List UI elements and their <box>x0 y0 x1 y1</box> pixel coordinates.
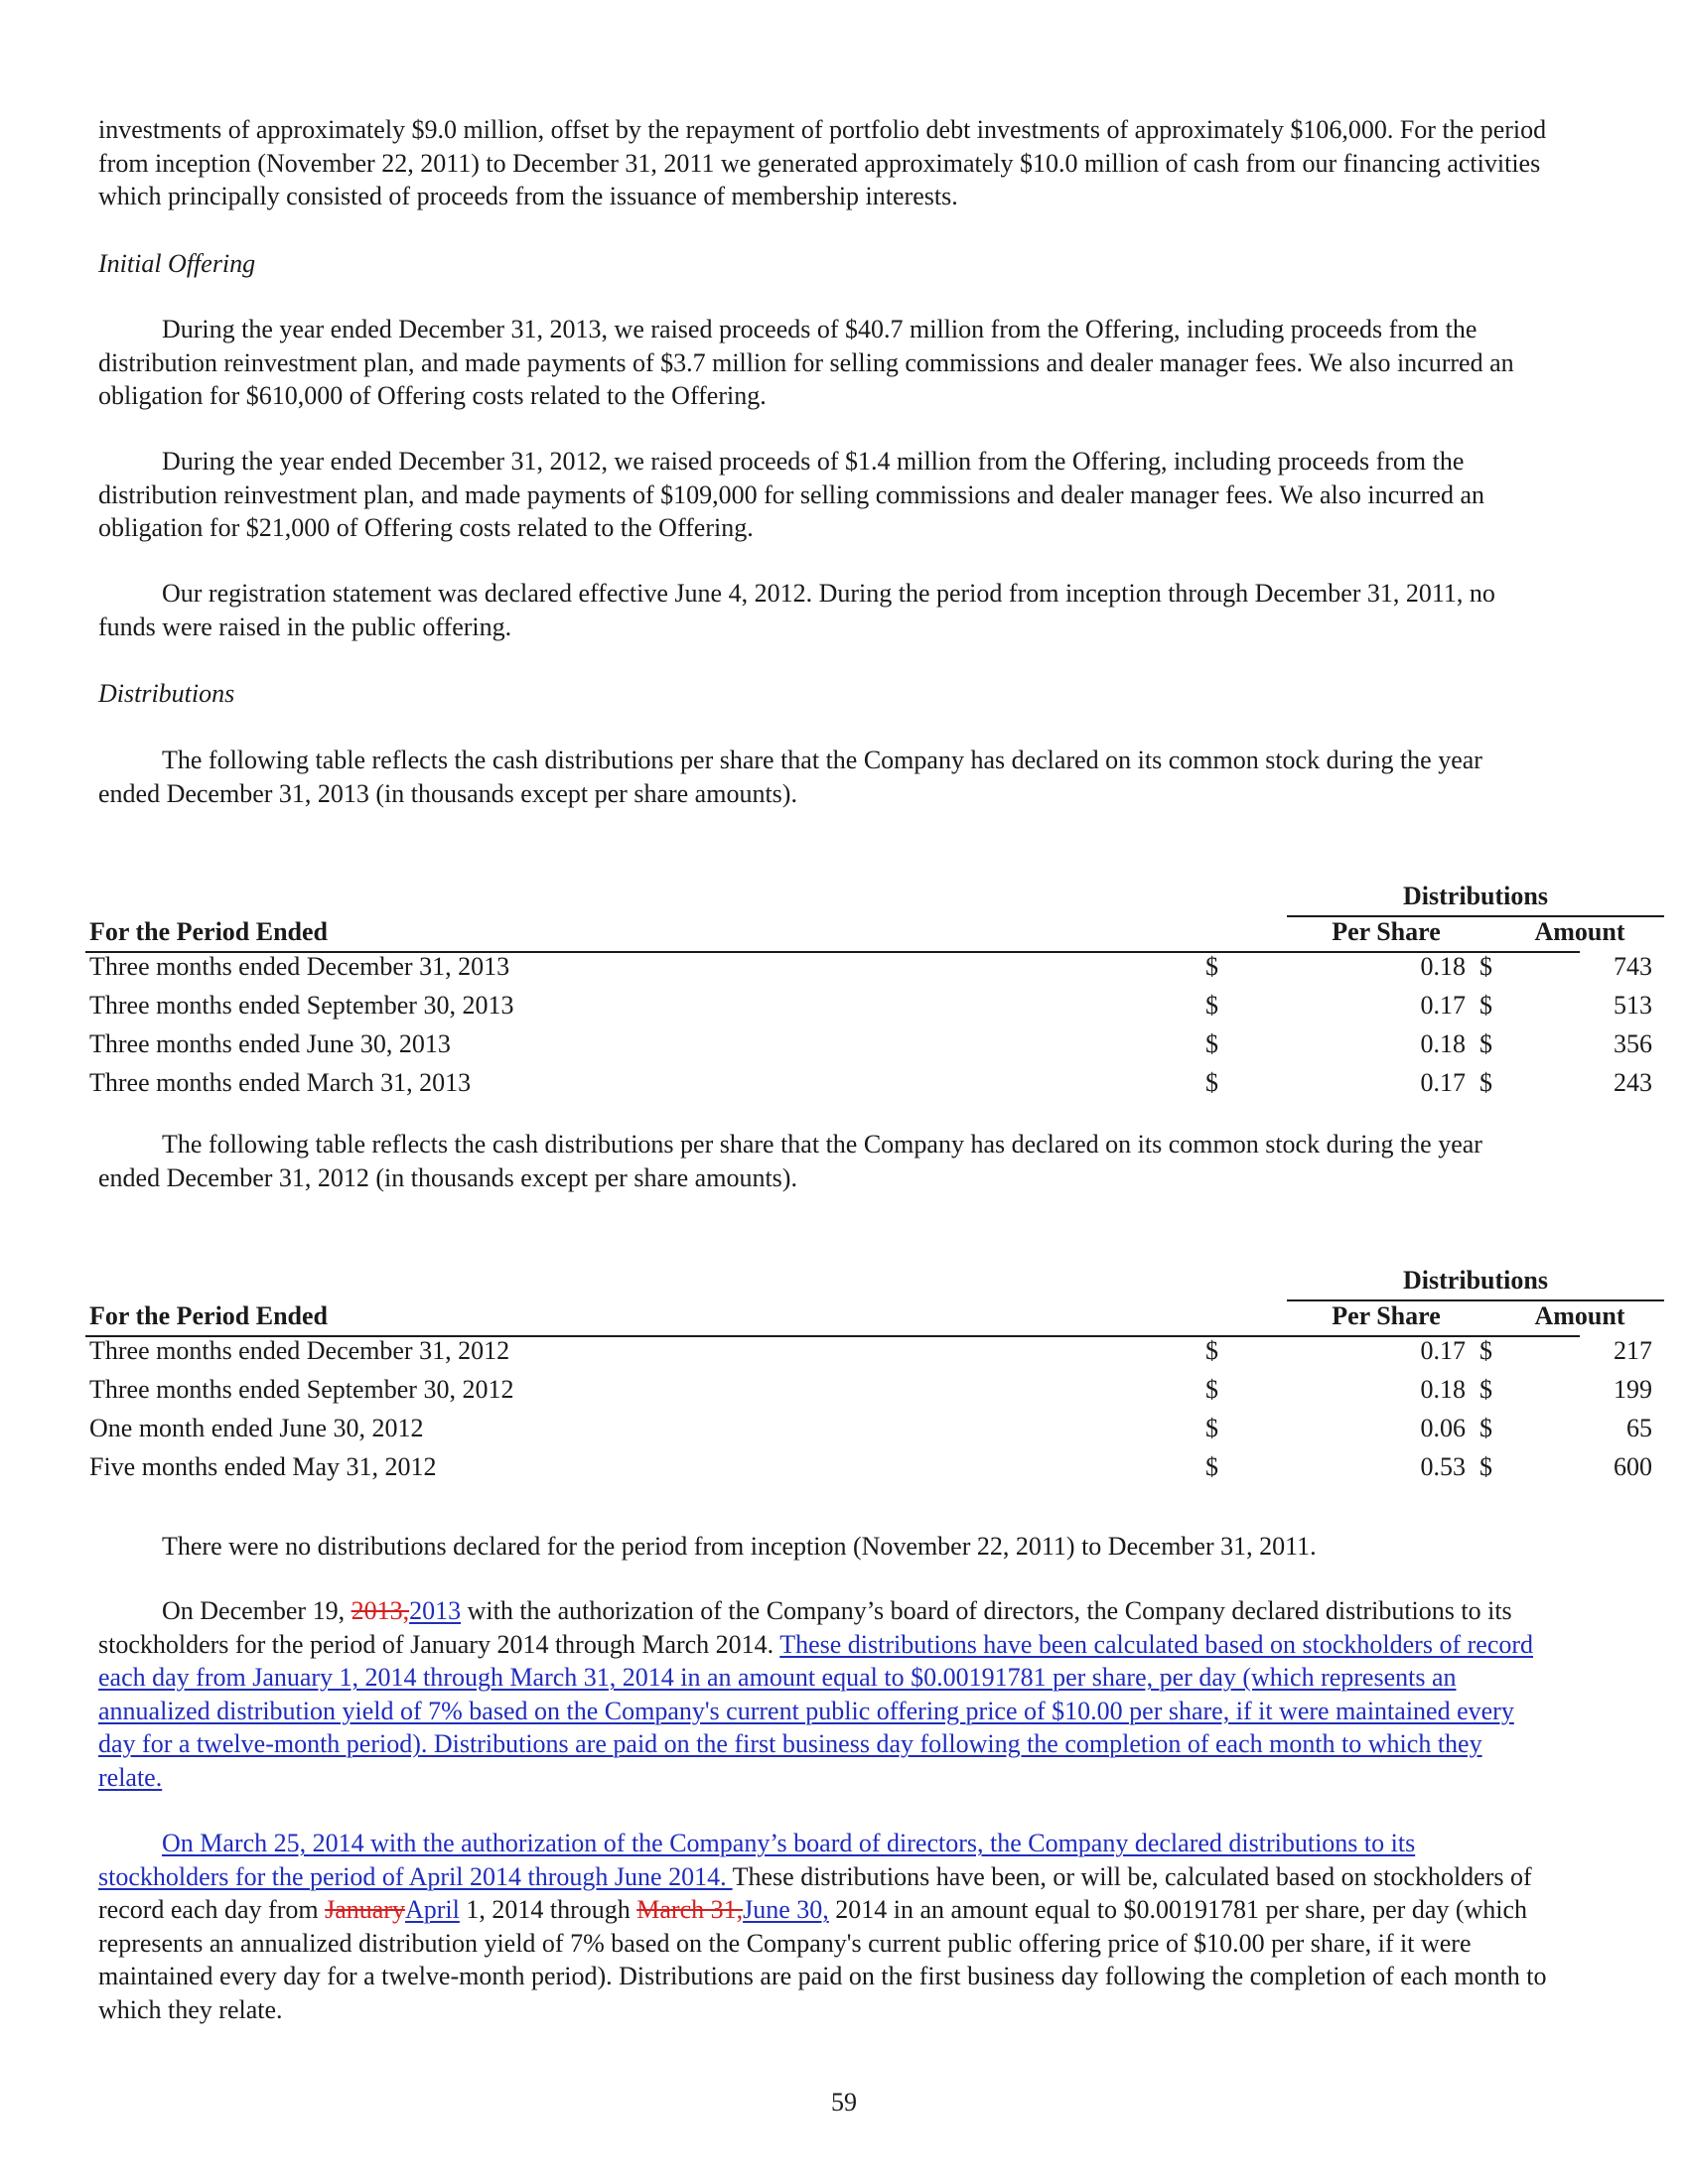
deleted-text: January <box>325 1895 405 1924</box>
distributions-table-2013 <box>85 882 1652 1110</box>
cell-per-share: 0.06 <box>1420 1414 1466 1442</box>
cell-period: Three months ended June 30, 2013 <box>89 1029 451 1058</box>
currency-symbol: $ <box>1205 1414 1218 1442</box>
deleted-text: 2013, <box>351 1596 410 1625</box>
currency-symbol: $ <box>1205 1336 1218 1365</box>
cell-per-share: 0.17 <box>1420 1068 1466 1097</box>
inserted-text: On March 25, 2014 with the authorization of the Company’s board of directors, the Company declared distributions to its stockholders for the period of April 2014 through June 2014. <box>98 1829 1416 1891</box>
heading-initial-offering: Initial Offering <box>98 249 256 278</box>
paragraph-table-2013-intro: The following table reflects the cash distributions per share that the Company has declared on its common stock during the year ended December 31, 2013 (in thousands except per share amounts). <box>98 746 1482 808</box>
table-row <box>85 950 1652 989</box>
cell-per-share: 0.17 <box>1420 1336 1466 1365</box>
cell-period: Three months ended March 31, 2013 <box>89 1068 472 1097</box>
cell-per-share: 0.18 <box>1420 1375 1466 1404</box>
cell-amount: 217 <box>1614 1336 1652 1365</box>
cell-amount: 743 <box>1614 952 1652 981</box>
table-row <box>85 1373 1652 1412</box>
text-run: 1, 2014 through <box>459 1895 637 1924</box>
paragraph-december-19-declaration <box>98 1594 1548 1794</box>
currency-symbol: $ <box>1205 1029 1218 1058</box>
cell-amount: 600 <box>1614 1452 1652 1481</box>
inserted-text: April <box>404 1895 460 1924</box>
cell-per-share: 0.18 <box>1420 952 1466 981</box>
currency-symbol: $ <box>1205 1375 1218 1404</box>
cell-amount: 356 <box>1614 1029 1652 1058</box>
column-header-per-share: Per Share <box>1332 1301 1441 1330</box>
cell-period: Five months ended May 31, 2012 <box>89 1452 437 1481</box>
paragraph-registration: Our registration statement was declared effective June 4, 2012. During the period from inception through December 31, 2011, no funds were raised in the public offering. <box>98 579 1495 641</box>
cell-per-share: 0.18 <box>1420 1029 1466 1058</box>
inserted-text: These distributions have been calculated based on stockholders of record each day from January 1, 2014 through March 31, 2014 in an amount equal to $0.00191781 per share, per day (which represents an annualized distribution yield of 7% based on the Company's current public offering price of $10.00 per share, if it were maintained every day for a twelve-month period). Distributions are paid on the first business day following the completion of each month to which they relate. <box>98 1629 1534 1792</box>
column-header-period: For the Period Ended <box>89 1301 329 1330</box>
cell-amount: 199 <box>1614 1375 1652 1404</box>
column-header-amount: Amount <box>1534 917 1625 946</box>
column-header-per-share: Per Share <box>1332 917 1441 946</box>
text-run: These distributions have been, or will be, calculated based on stockholders of record each day from <box>98 1861 1532 1924</box>
currency-symbol: $ <box>1205 952 1218 981</box>
currency-symbol: $ <box>1479 1068 1492 1097</box>
cell-per-share: 0.17 <box>1420 991 1466 1020</box>
currency-symbol: $ <box>1205 991 1218 1020</box>
paragraph-march-25-declaration <box>98 1827 1548 2026</box>
cell-period: Three months ended December 31, 2013 <box>89 952 510 981</box>
table-row <box>85 1412 1652 1450</box>
cell-amount: 513 <box>1614 991 1652 1020</box>
table-group-header: Distributions <box>1403 882 1548 910</box>
cell-period: One month ended June 30, 2012 <box>89 1414 424 1442</box>
currency-symbol: $ <box>1205 1068 1218 1097</box>
page-number: 59 <box>831 2088 857 2116</box>
cell-amount: 65 <box>1626 1414 1652 1442</box>
table-row <box>85 1450 1652 1489</box>
text-run: On December 19, <box>162 1596 352 1625</box>
column-header-period: For the Period Ended <box>89 917 329 946</box>
column-header-amount: Amount <box>1534 1301 1625 1330</box>
text-run: with the authorization of the Company’s board of directors, the Company declared distributions to its stockholders for the period of January 2014 through March 2014. <box>98 1596 1512 1659</box>
cell-amount: 243 <box>1614 1068 1652 1097</box>
distributions-table-2012 <box>85 1266 1652 1494</box>
table-row <box>85 1334 1652 1373</box>
currency-symbol: $ <box>1479 1336 1492 1365</box>
currency-symbol: $ <box>1479 1414 1492 1442</box>
cell-period: Three months ended September 30, 2012 <box>89 1375 514 1404</box>
heading-distributions: Distributions <box>98 679 235 708</box>
paragraph-table-2012-intro: The following table reflects the cash distributions per share that the Company has declared on its common stock during the year ended December 31, 2012 (in thousands except per share amounts). <box>98 1130 1482 1192</box>
paragraph-2013-offering: During the year ended December 31, 2013, we raised proceeds of $40.7 million from the Offering, including proceeds from the distribution reinvestment plan, and made payments of $3.7 million for selling commissions and dealer manager fees. We also incurred an obligation for $610,000 of Offering costs related to the Offering. <box>98 315 1514 410</box>
currency-symbol: $ <box>1479 991 1492 1020</box>
table-row <box>85 1066 1652 1105</box>
currency-symbol: $ <box>1479 952 1492 981</box>
currency-symbol: $ <box>1479 1029 1492 1058</box>
cell-period: Three months ended September 30, 2013 <box>89 991 514 1020</box>
deleted-text: March 31, <box>636 1895 744 1924</box>
paragraph-2012-offering: During the year ended December 31, 2012, we raised proceeds of $1.4 million from the Offering, including proceeds from the distribution reinvestment plan, and made payments of $109,000 for selling commissions and dealer manager fees. We also incurred an obligation for $21,000 of Offering costs related to the Offering. <box>98 447 1485 542</box>
inserted-text: June 30, <box>743 1895 829 1924</box>
table-group-header: Distributions <box>1403 1266 1548 1295</box>
currency-symbol: $ <box>1205 1452 1218 1481</box>
paragraph-financing: investments of approximately $9.0 million, offset by the repayment of portfolio debt investments of approximately $106,000. For the period from inception (November 22, 2011) to December 31, 2011 we generated approximately $10.0 million of cash from our financing activities which principally consisted of proceeds from the issuance of membership interests. <box>98 115 1547 210</box>
cell-period: Three months ended December 31, 2012 <box>89 1336 510 1365</box>
paragraph-no-distributions: There were no distributions declared for the period from inception (November 22, 2011) to December 31, 2011. <box>162 1532 1317 1561</box>
table-row <box>85 1027 1652 1066</box>
currency-symbol: $ <box>1479 1452 1492 1481</box>
cell-per-share: 0.53 <box>1420 1452 1466 1481</box>
text-run: 2014 in an amount equal to $0.00191781 per share, per day (which represents an annualized distribution yield of 7% based on the Company's current public offering price of $10.00 per share, if it were maintained every day for a twelve-month period). Distributions are paid on the first business day following the completion of each month to which they relate. <box>98 1895 1547 2024</box>
table-row <box>85 989 1652 1027</box>
currency-symbol: $ <box>1479 1375 1492 1404</box>
inserted-text: 2013 <box>409 1596 462 1625</box>
